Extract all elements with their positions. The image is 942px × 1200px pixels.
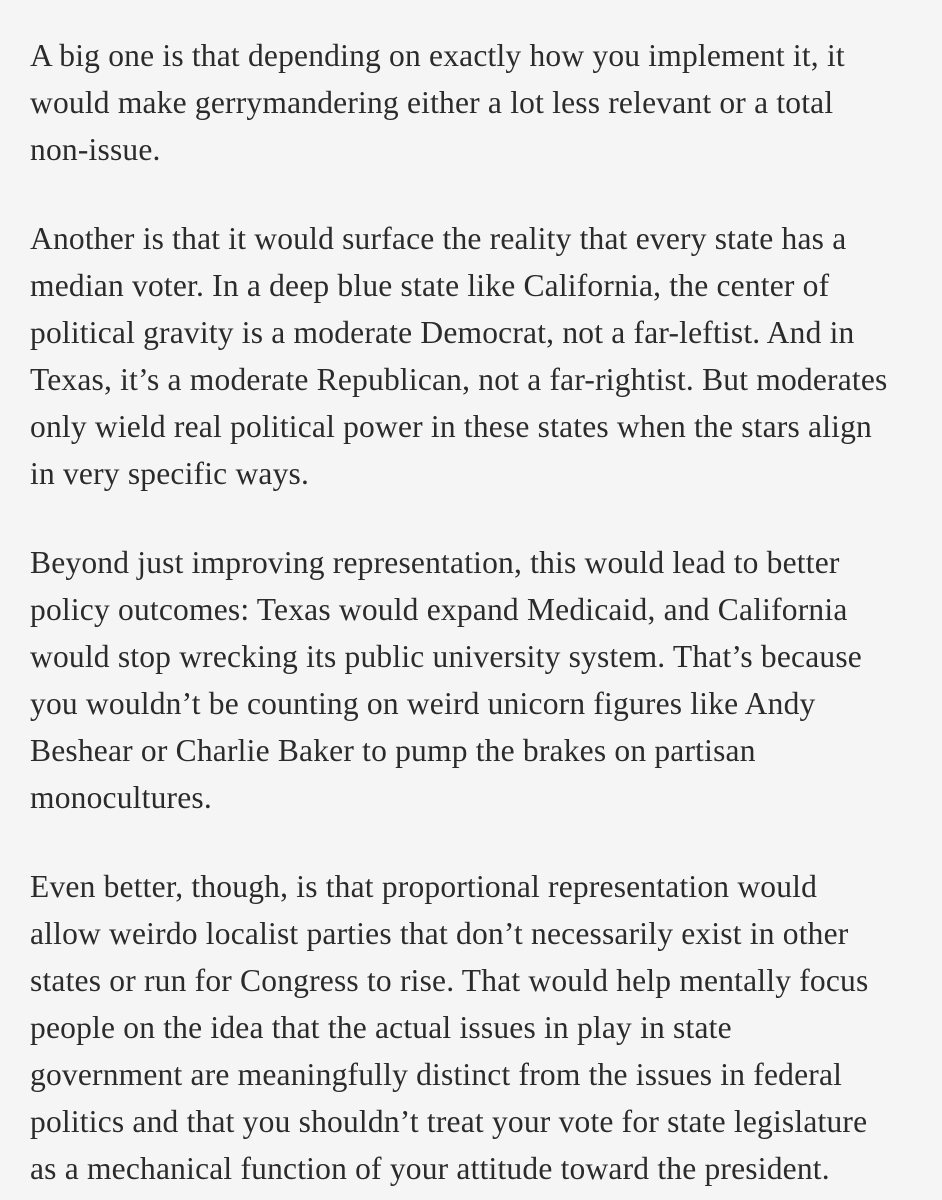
text-line: states or run for Congress to rise. That would help mentally focus xyxy=(30,963,869,998)
text-line: A big one is that depending on exactly how you implement it, it xyxy=(30,38,845,73)
text-line: Texas, it’s a moderate Republican, not a far-rightist. But moderates xyxy=(30,362,888,397)
text-line: only wield real political power in these states when the stars align xyxy=(30,409,872,444)
text-line: people on the idea that the actual issues in play in state xyxy=(30,1010,732,1045)
text-line: Beshear or Charlie Baker to pump the brakes on partisan xyxy=(30,733,756,768)
text-line: in very specific ways. xyxy=(30,456,310,491)
paragraph-1 xyxy=(30,32,912,173)
paragraph-4 xyxy=(30,863,912,1192)
paragraph-2 xyxy=(30,215,912,497)
text-line: allow weirdo localist parties that don’t necessarily exist in other xyxy=(30,916,849,951)
paragraph-3 xyxy=(30,539,912,821)
text-line: Beyond just improving representation, this would lead to better xyxy=(30,545,840,580)
text-line: would stop wrecking its public university system. That’s because xyxy=(30,639,862,674)
text-line: median voter. In a deep blue state like California, the center of xyxy=(30,268,830,303)
text-line: would make gerrymandering either a lot less relevant or a total xyxy=(30,85,834,120)
text-line: non-issue. xyxy=(30,132,161,167)
text-line: you wouldn’t be counting on weird unicorn figures like Andy xyxy=(30,686,816,721)
text-line: Another is that it would surface the reality that every state has a xyxy=(30,221,847,256)
text-line: Even better, though, is that proportional representation would xyxy=(30,869,818,904)
text-line: politics and that you shouldn’t treat your vote for state legislature xyxy=(30,1104,868,1139)
text-line: government are meaningfully distinct from the issues in federal xyxy=(30,1057,843,1092)
text-line: monocultures. xyxy=(30,780,212,815)
text-line: political gravity is a moderate Democrat, not a far-leftist. And in xyxy=(30,315,855,350)
text-line: as a mechanical function of your attitude toward the president. xyxy=(30,1151,830,1186)
text-line: policy outcomes: Texas would expand Medicaid, and California xyxy=(30,592,848,627)
